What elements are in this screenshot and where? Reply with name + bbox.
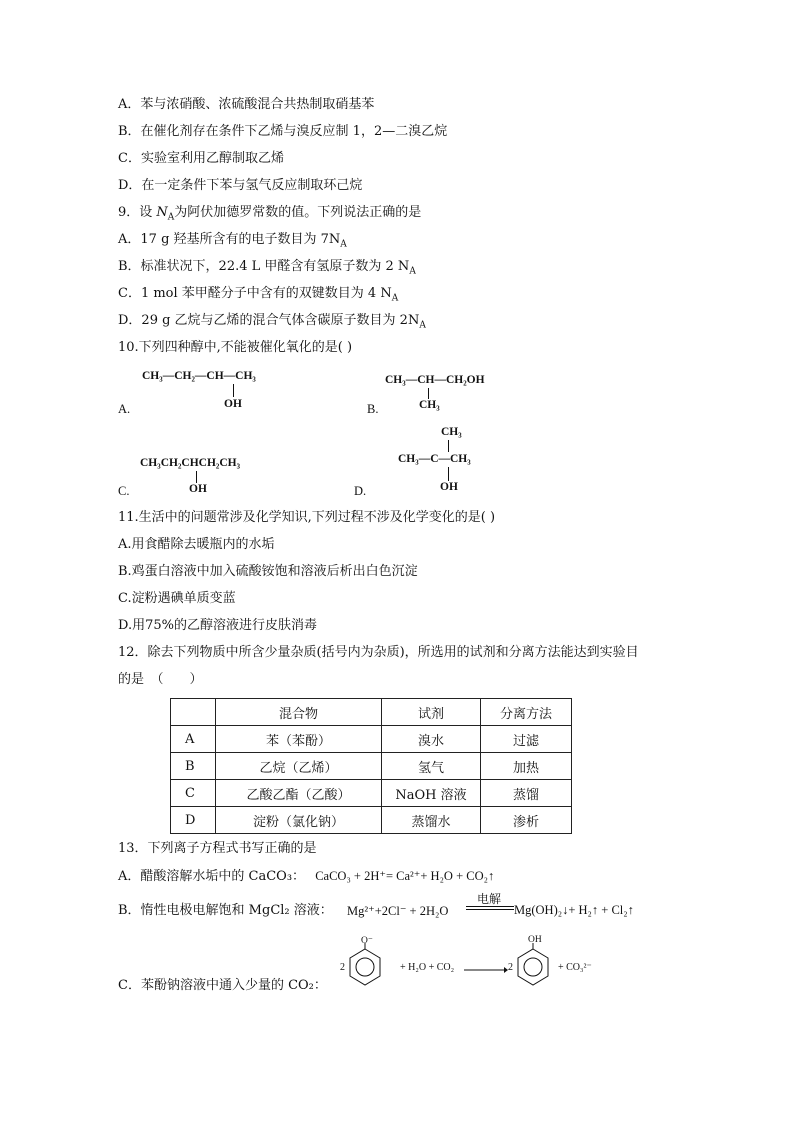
q9-option-b: B．标准状况下，22.4 L 甲醛含有氢原子数为 2 $N_A$ bbox=[118, 259, 416, 277]
q12-stem-line2: 的是 （ ） bbox=[118, 672, 203, 687]
q13-c-phenol-ring bbox=[515, 947, 551, 987]
q13-a-equation: CaCO₃ + 2H⁺= Ca²⁺+ H₂O + CO₂↑ bbox=[315, 869, 495, 883]
q13-c-phenol-oh: OH bbox=[528, 935, 542, 945]
q13-b-arrow-line-2 bbox=[466, 909, 514, 910]
q8-option-a: A．苯与浓硝酸、浓硫酸混合共热制取硝基苯 bbox=[118, 97, 375, 112]
table-header-cell bbox=[171, 699, 216, 726]
q9-stem: 9．设 $N_A$为阿伏加德罗常数的值。下列说法正确的是 bbox=[118, 205, 422, 223]
q10-d-mid: CH₃—C—CH₃ bbox=[398, 453, 471, 465]
q13-c-arrow bbox=[464, 966, 508, 974]
q10-a-bond bbox=[233, 384, 234, 397]
q13-c-coef-2: 2 bbox=[508, 962, 513, 973]
q10-c-formula: CH₃CH₂CHCH₂CH₃ bbox=[140, 457, 241, 469]
q9-option-c: C．1 mol 苯甲醛分子中含有的双键数目为 4 $N_A$ bbox=[118, 286, 399, 304]
q8-option-d: D．在一定条件下苯与氢气反应制取环己烷 bbox=[118, 178, 363, 193]
q10-d-oh: OH bbox=[440, 481, 458, 493]
table-row bbox=[171, 753, 572, 780]
table-cell: 过滤 bbox=[481, 726, 572, 753]
table-header-cell: 试剂 bbox=[382, 699, 481, 726]
table-cell: NaOH 溶液 bbox=[382, 780, 481, 807]
table-cell: C bbox=[171, 780, 216, 807]
q13-c-end: + CO₃²⁻ bbox=[558, 962, 592, 973]
table-cell: 加热 bbox=[481, 753, 572, 780]
q11-option-d: D.用75%的乙醇溶液进行皮肤消毒 bbox=[118, 618, 317, 633]
q11-option-b: B.鸡蛋白溶液中加入硫酸铵饱和溶液后析出白色沉淀 bbox=[118, 564, 418, 579]
table-cell: D bbox=[171, 807, 216, 834]
q13-b-arrow-line-1 bbox=[466, 906, 514, 907]
table-row bbox=[171, 807, 572, 834]
q13-c-phenoxide-ring bbox=[347, 947, 383, 987]
table-row bbox=[171, 726, 572, 753]
table-cell: 淀粉（氯化钠） bbox=[216, 807, 382, 834]
q13-stem: 13．下列离子方程式书写正确的是 bbox=[118, 841, 317, 856]
q10-a-label: A. bbox=[118, 402, 131, 416]
table-cell: 蒸馏水 bbox=[382, 807, 481, 834]
q13-c-middle: + H₂O + CO₂ bbox=[400, 962, 455, 973]
q10-b-label: B. bbox=[367, 402, 379, 416]
q9-option-a: A．17 g 羟基所含有的电子数目为 $7N_A$ bbox=[118, 232, 347, 250]
q10-a-oh: OH bbox=[224, 398, 242, 410]
q8-option-c: C．实验室利用乙醇制取乙烯 bbox=[118, 151, 284, 166]
q13-option-b: B．惰性电极电解饱和 MgCl₂ 溶液： bbox=[118, 903, 333, 918]
q10-c-label: C. bbox=[118, 484, 130, 498]
q13-option-c: C．苯酚钠溶液中通入少量的 CO₂： bbox=[118, 978, 327, 993]
table-row bbox=[171, 780, 572, 807]
q12-stem-line1: 12．除去下列物质中所含少量杂质(括号内为杂质)，所选用的试剂和分离方法能达到实验目 bbox=[118, 645, 639, 660]
q10-a-formula: CH₃—CH₂—CH—CH₃ bbox=[142, 370, 256, 382]
q10-stem: 10.下列四种醇中,不能被催化氧化的是( ) bbox=[118, 340, 353, 355]
q10-d-label: D. bbox=[354, 484, 367, 498]
q13-c-coef-1: 2 bbox=[340, 962, 345, 973]
table-header-cell: 混合物 bbox=[216, 699, 382, 726]
q10-d-bond-bottom bbox=[448, 467, 449, 481]
table-cell: 乙酸乙酯（乙酸） bbox=[216, 780, 382, 807]
q10-c-bond bbox=[196, 471, 197, 483]
q11-stem: 11.生活中的问题常涉及化学知识,下列过程不涉及化学变化的是( ) bbox=[118, 510, 496, 525]
q13-b-rhs: Mg(OH)₂↓+ H₂↑ + Cl₂↑ bbox=[514, 903, 634, 917]
q11-option-a: A.用食醋除去暖瓶内的水垢 bbox=[118, 537, 275, 552]
q10-c-oh: OH bbox=[189, 483, 207, 495]
table-cell: 苯（苯酚） bbox=[216, 726, 382, 753]
q13-option-a bbox=[118, 868, 494, 885]
q13-b-condition: 电解 bbox=[477, 892, 502, 906]
table-cell: 渗析 bbox=[481, 807, 572, 834]
table-cell: A bbox=[171, 726, 216, 753]
q13-c-phenoxide-o: O⁻ bbox=[361, 936, 373, 946]
q10-d-bond-top bbox=[448, 440, 449, 452]
table-cell: 乙烷（乙烯） bbox=[216, 753, 382, 780]
table-cell: 蒸馏 bbox=[481, 780, 572, 807]
q13-b-lhs: Mg²⁺+2Cl⁻ + 2H₂O bbox=[347, 904, 449, 918]
q12-table bbox=[170, 698, 572, 834]
q10-b-formula: CH₃—CH—CH₂OH bbox=[385, 374, 485, 386]
q8-option-b: B．在催化剂存在条件下乙烯与溴反应制 1，2—二溴乙烷 bbox=[118, 124, 448, 139]
table-cell: B bbox=[171, 753, 216, 780]
table-header-cell: 分离方法 bbox=[481, 699, 572, 726]
table-header-row bbox=[171, 699, 572, 726]
q13-a-text: A．醋酸溶解水垢中的 CaCO₃： bbox=[118, 869, 306, 884]
q10-b-ch3: CH₃ bbox=[419, 399, 440, 411]
q11-option-c: C.淀粉遇碘单质变蓝 bbox=[118, 591, 236, 606]
q10-b-bond bbox=[428, 388, 429, 399]
q10-d-top: CH₃ bbox=[441, 426, 462, 438]
table-cell: 氢气 bbox=[382, 753, 481, 780]
q9-option-d: D．29 g 乙烷与乙烯的混合气体含碳原子数目为 $2N_A$ bbox=[118, 313, 426, 331]
table-cell: 溴水 bbox=[382, 726, 481, 753]
